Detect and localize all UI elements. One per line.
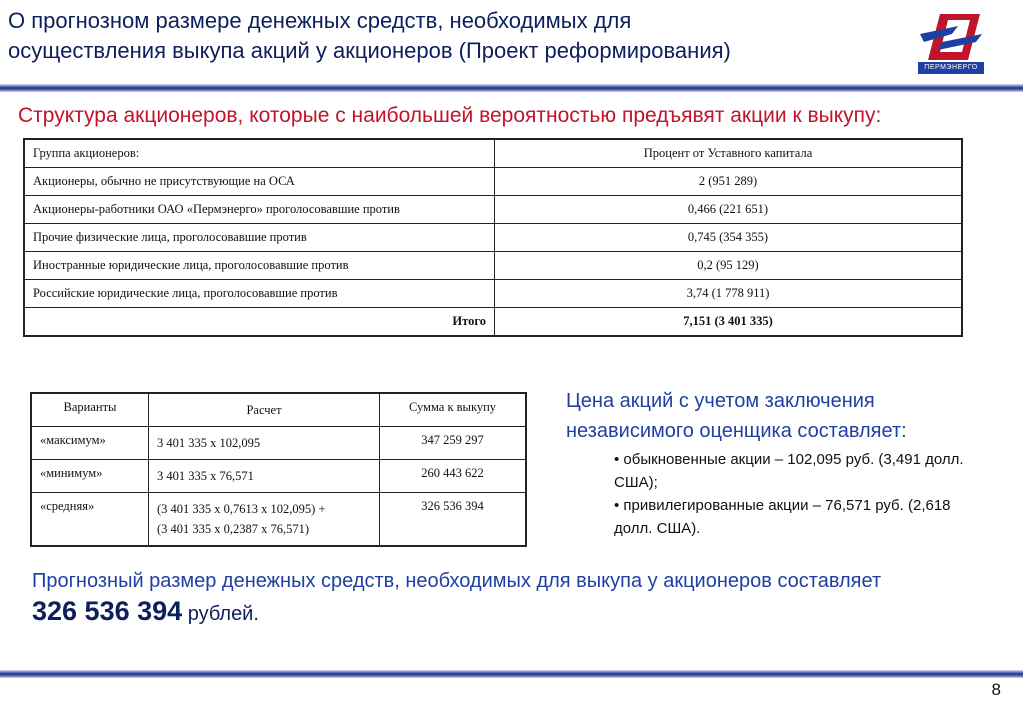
price-heading-line-2: независимого оценщика составляет: xyxy=(566,420,907,442)
forecast-amount: 326 536 394 xyxy=(32,596,183,626)
page-number: 8 xyxy=(991,680,1001,699)
logo-emblem-icon xyxy=(918,12,984,62)
total-value: 7,151 (3 401 335) xyxy=(495,308,963,337)
company-logo xyxy=(918,12,984,74)
variant-cell: «средняя» xyxy=(31,493,149,547)
group-cell: Акционеры-работники ОАО «Пермэнерго» проголосовавшие против xyxy=(24,196,495,224)
forecast-statement xyxy=(32,566,992,629)
forecast-amount-line xyxy=(32,596,992,629)
table-row xyxy=(24,196,962,224)
page-title xyxy=(8,6,908,66)
sum-cell: 260 443 622 xyxy=(380,460,527,493)
calc-cell xyxy=(149,427,380,460)
header-divider xyxy=(0,84,1023,92)
table-row xyxy=(31,493,526,547)
shareholders-table xyxy=(23,138,963,337)
percent-cell: 0,466 (221 651) xyxy=(495,196,963,224)
bullet-preferred-shares: • привилегированные акции – 76,571 руб. (2,618 долл. США). xyxy=(614,497,951,537)
footer-divider xyxy=(0,670,1023,678)
header-cell: Варианты xyxy=(31,393,149,427)
bullet-common-shares: • обыкновенные акции – 102,095 руб. (3,491 долл. США); xyxy=(614,451,964,491)
price-heading-line-1: Цена акций с учетом заключения xyxy=(566,390,875,412)
calc-cell xyxy=(149,460,380,493)
table-row xyxy=(24,168,962,196)
calc-cell xyxy=(149,493,380,547)
forecast-unit: рублей. xyxy=(182,603,259,625)
calc-line: (3 401 335 х 0,2387 х 76,571) xyxy=(157,522,310,536)
section-subtitle: Структура акционеров, которые с наибольшей вероятностью предъявят акции к выкупу: xyxy=(18,104,882,127)
group-cell: Акционеры, обычно не присутствующие на ОСА xyxy=(24,168,495,196)
header-cell: Группа акционеров: xyxy=(24,139,495,168)
title-line-2: осуществления выкупа акций у акционеров (Проект реформирования) xyxy=(8,38,731,63)
percent-cell: 0,745 (354 355) xyxy=(495,224,963,252)
group-cell: Иностранные юридические лица, проголосовавшие против xyxy=(24,252,495,280)
header-cell: Сумма к выкупу xyxy=(380,393,527,427)
total-row xyxy=(24,308,962,337)
percent-cell: 3,74 (1 778 911) xyxy=(495,280,963,308)
price-bullets xyxy=(614,448,964,540)
calc-line: (3 401 335 х 0,7613 х 102,095) + xyxy=(157,502,326,516)
variants-table xyxy=(30,392,527,547)
group-cell: Прочие физические лица, проголосовавшие против xyxy=(24,224,495,252)
table-header-row xyxy=(24,139,962,168)
table-row xyxy=(24,280,962,308)
title-line-1: О прогнозном размере денежных средств, необходимых для xyxy=(8,8,632,33)
table-row xyxy=(31,427,526,460)
table-row xyxy=(31,460,526,493)
calc-line: 3 401 335 х 102,095 xyxy=(157,436,261,450)
total-label: Итого xyxy=(24,308,495,337)
sum-cell: 326 536 394 xyxy=(380,493,527,547)
sum-cell: 347 259 297 xyxy=(380,427,527,460)
header-cell: Расчет xyxy=(149,393,380,427)
percent-cell: 2 (951 289) xyxy=(495,168,963,196)
forecast-text: Прогнозный размер денежных средств, необходимых для выкупа у акционеров составляет xyxy=(32,570,882,592)
variant-cell: «максимум» xyxy=(31,427,149,460)
table-row xyxy=(24,252,962,280)
table-header-row xyxy=(31,393,526,427)
variant-cell: «минимум» xyxy=(31,460,149,493)
percent-cell: 0,2 (95 129) xyxy=(495,252,963,280)
logo-text: ПЕРМЭНЕРГО xyxy=(918,62,984,74)
price-note-heading xyxy=(566,386,986,446)
calc-line: 3 401 335 х 76,571 xyxy=(157,469,254,483)
header-cell: Процент от Уставного капитала xyxy=(495,139,963,168)
table-row xyxy=(24,224,962,252)
group-cell: Российские юридические лица, проголосовавшие против xyxy=(24,280,495,308)
